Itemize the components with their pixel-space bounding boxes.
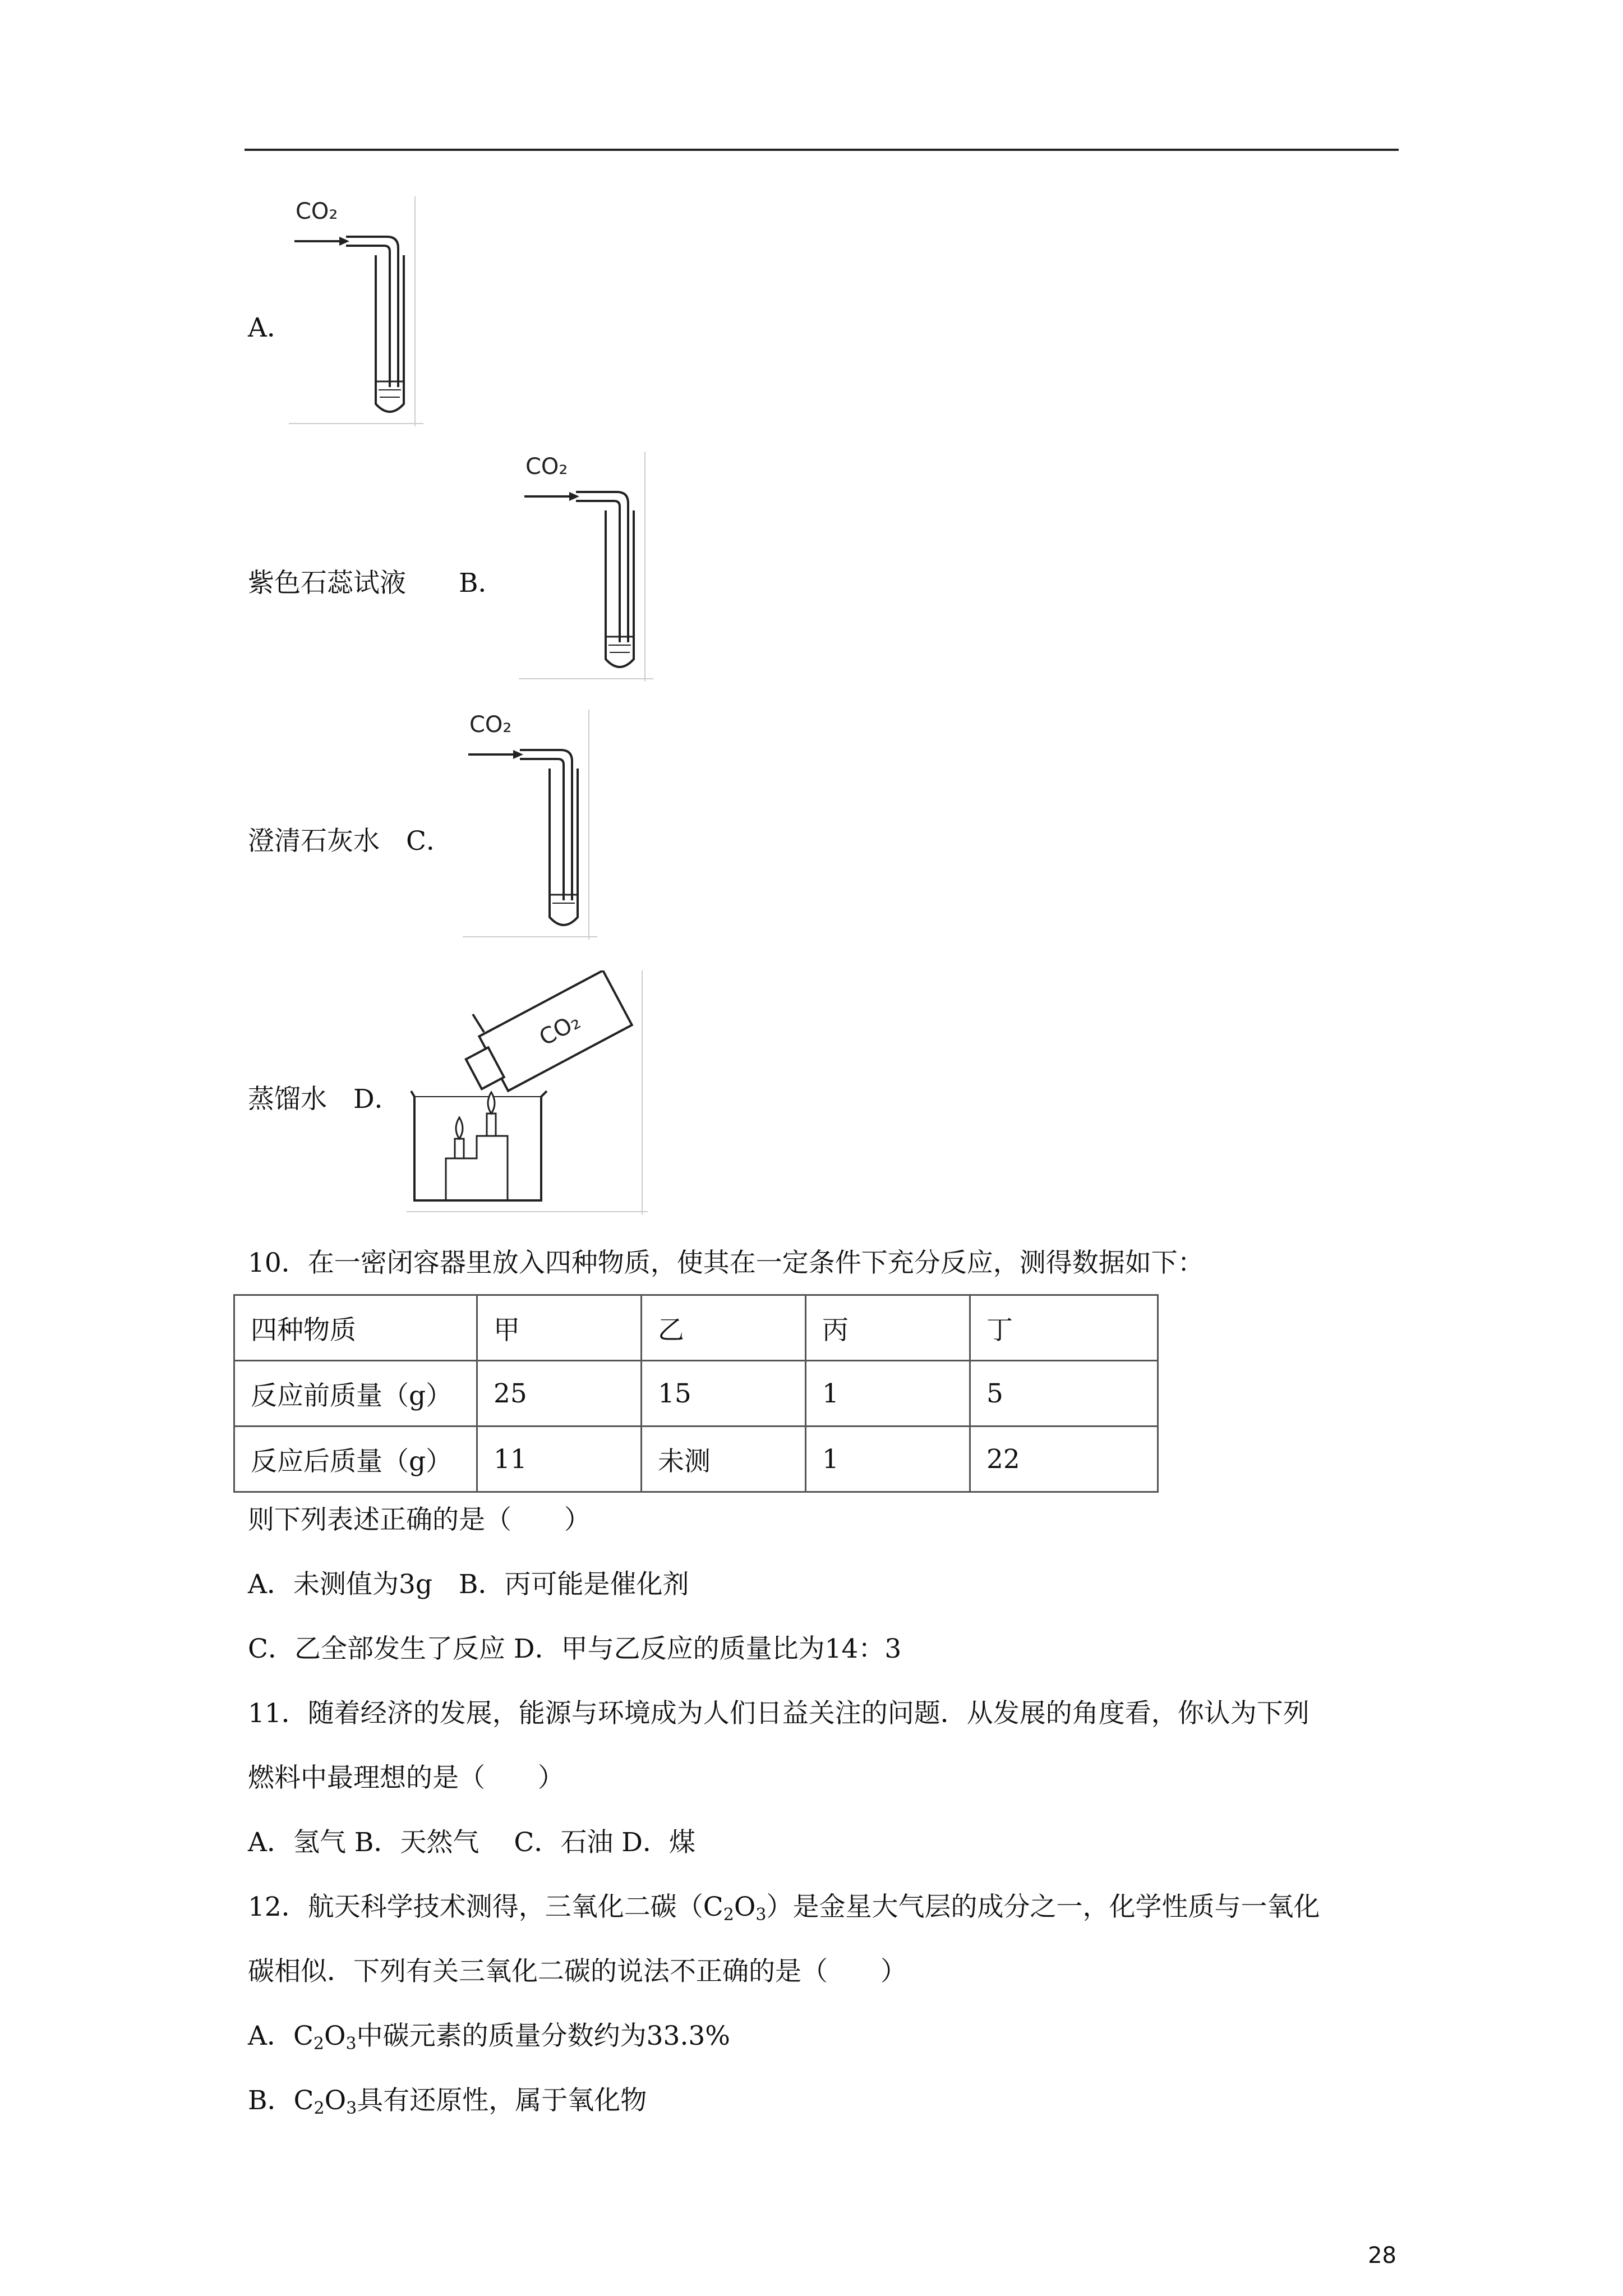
table-cell: 22 (970, 1427, 1158, 1492)
table-cell: 丁 (970, 1295, 1158, 1361)
table-cell: 四种物质 (234, 1295, 477, 1361)
table-row (234, 1295, 1158, 1361)
option-b-gas-label: CO₂ (525, 454, 568, 480)
q11-options: A．氢气 B．天然气 C．石油 D．煤 (248, 1827, 695, 1858)
q10-data-table (233, 1294, 1159, 1493)
table-row (234, 1361, 1158, 1427)
option-a-figure (289, 196, 423, 426)
option-d-figure (407, 970, 648, 1214)
table-cell: 乙 (642, 1295, 806, 1361)
option-a-label: A． (248, 312, 293, 343)
table-row (234, 1427, 1158, 1492)
q10-ask: 则下列表述正确的是（ ） (248, 1504, 591, 1535)
option-b-reagent: 澄清石灰水 C． (248, 826, 453, 857)
q10-options-1: A．未测值为3g B．丙可能是催化剂 (248, 1569, 689, 1600)
option-d-gas-label: CO₂ (535, 1008, 585, 1051)
option-c-reagent: 蒸馏水 D． (248, 1084, 401, 1115)
table-cell: 反应前质量（g） (234, 1361, 477, 1427)
table-cell: 25 (477, 1361, 642, 1427)
q11-stem-2: 燃料中最理想的是（ ） (248, 1763, 564, 1793)
table-cell: 反应后质量（g） (234, 1427, 477, 1492)
q12-stem-2: 碳相似．下列有关三氧化二碳的说法不正确的是（ ） (248, 1956, 907, 1987)
q10-options-2: C．乙全部发生了反应 D．甲与乙反应的质量比为14：3 (248, 1634, 902, 1664)
option-a-reagent: 紫色石蕊试液 B． (248, 568, 505, 599)
header-rule (245, 149, 1399, 151)
table-cell: 丙 (806, 1295, 970, 1361)
table-cell: 甲 (477, 1295, 642, 1361)
table-cell: 5 (970, 1361, 1158, 1427)
table-cell: 15 (642, 1361, 806, 1427)
table-cell: 11 (477, 1427, 642, 1492)
table-cell: 1 (806, 1427, 970, 1492)
option-c-gas-label: CO₂ (469, 712, 512, 738)
option-a-gas-label: CO₂ (296, 199, 338, 224)
q12-stem-1: 12．航天科学技术测得，三氧化二碳$(C_2O_3)$是金星大气层的成分之一，化学性质与一氧化 (248, 1892, 1320, 1925)
option-b-figure (519, 452, 653, 682)
q12-option-b: B．$C_2O_3$具有还原性，属于氧化物 (248, 2085, 647, 2118)
page-number: 28 (1368, 2243, 1396, 2269)
table-cell: 1 (806, 1361, 970, 1427)
q11-stem-1: 11．随着经济的发展，能源与环境成为人们日益关注的问题．从发展的角度看，你认为下列 (248, 1698, 1310, 1729)
q10-stem: 10．在一密闭容器里放入四种物质，使其在一定条件下充分反应，测得数据如下： (248, 1248, 1204, 1278)
option-c-figure (463, 710, 597, 940)
table-cell: 未测 (642, 1427, 806, 1492)
q12-option-a: A．$C_2O_3$中碳元素的质量分数约为33.3% (248, 2021, 730, 2054)
